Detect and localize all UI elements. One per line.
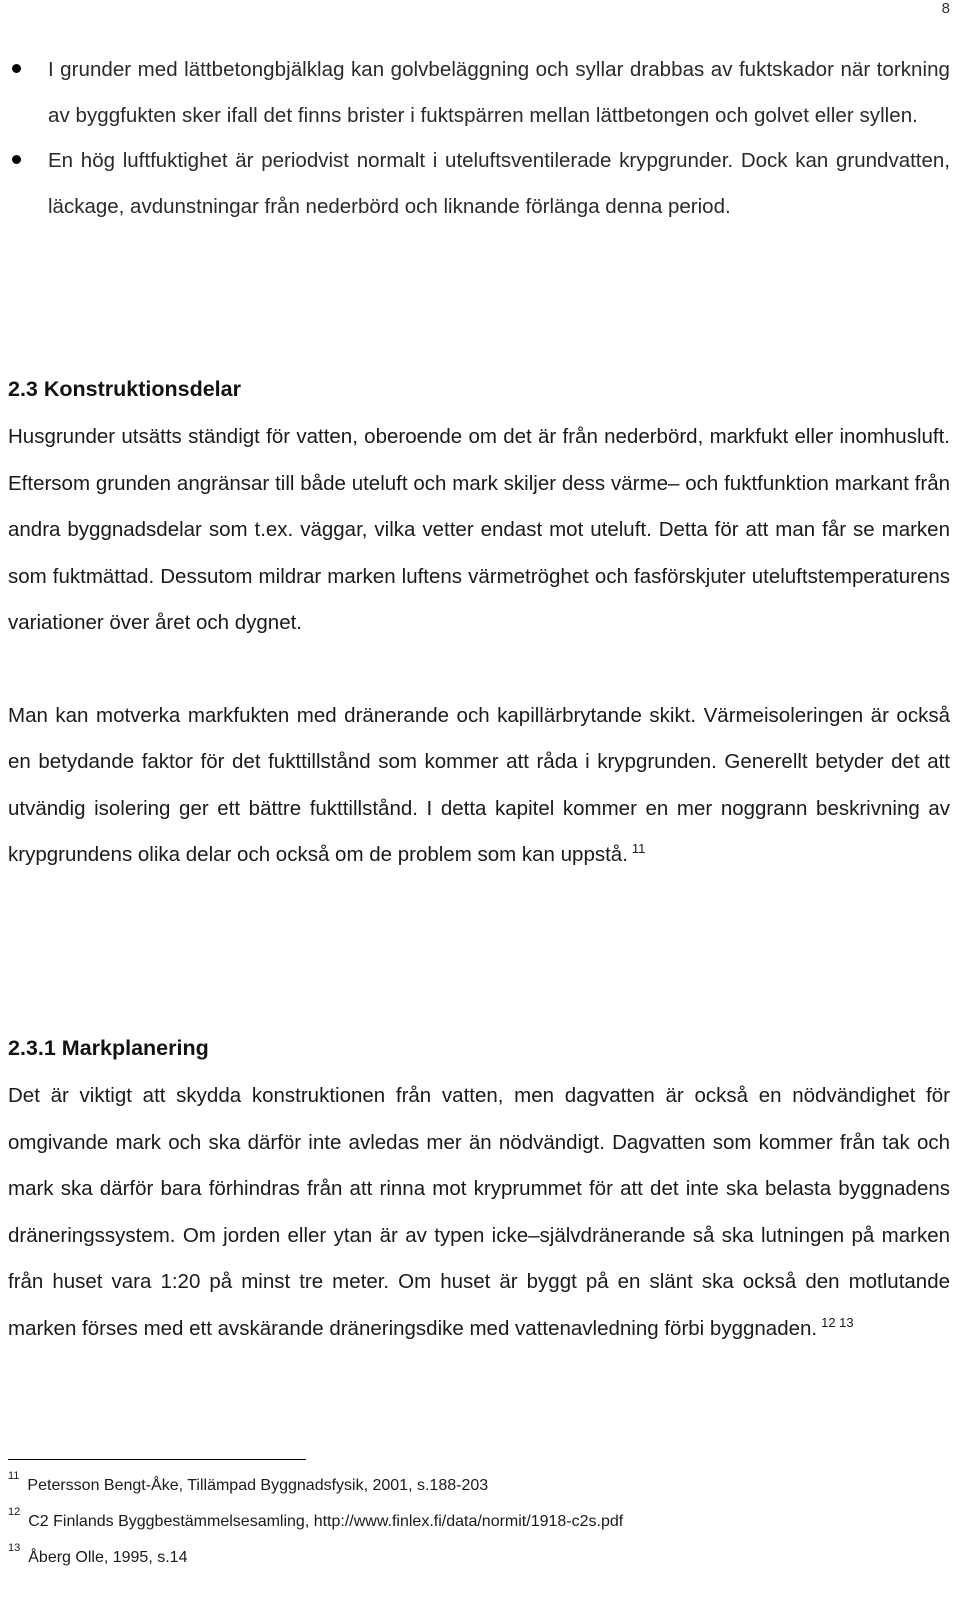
footnote [8,1468,950,1504]
page-number: 8 [941,0,950,17]
footnote-number: 13 [8,1542,21,1554]
footnote-number: 11 [8,1470,20,1482]
footnote-reference: 12 13 [821,1314,854,1330]
footnote-number: 12 [8,1506,21,1518]
footnotes [8,1468,950,1576]
paragraph-text: Man kan motverka markfukten med dränerande och kapillärbrytande skikt. Värmeisoleringen är också en betydande faktor för det fukttillstånd som kommer att råda i krypgrunden. Generellt betyder det att utvändig isolering ger ett bättre fukttillstånd. I detta kapitel kommer en mer noggrann beskrivning av krypgrundens olika delar och också om de problem som kan uppstå. [8,703,950,866]
bullet-item: En hög luftfuktighet är periodvist normalt i uteluftsventilerade krypgrunder. Dock kan grundvatten, läckage, avdunstningar från nederbörd och liknande förlänga denna period. [48,138,950,229]
subsection-heading: 2.3.1 Markplanering [8,1036,209,1060]
paragraph [8,693,950,879]
footnote-reference: 11 [631,841,646,856]
footnote [8,1540,950,1576]
paragraph [8,1073,950,1352]
bullet-list [48,47,950,229]
footnote [8,1504,950,1540]
section-markplanering [8,1036,950,1352]
paragraph: Husgrunder utsätts ständigt för vatten, oberoende om det är från nederbörd, markfukt eller inomhusluft. Eftersom grunden angränsar till både uteluft och mark skiljer dess värme– och fuktfunktion markant från andra byggnadsdelar som t.ex. väggar, vilka vetter endast mot uteluft. Detta för att man får se marken som fuktmättad. Dessutom mildrar marken luftens värmetröghet och fasförskjuter uteluftstemperaturens variationer över året och dygnet. [8,425,950,634]
paragraph-text: Det är viktigt att skydda konstruktionen från vatten, men dagvatten är också en nödvändighet för omgivande mark och ska därför inte avledas mer än nödvändigt. Dagvatten som kommer från tak och mark ska därför bara förhindras från att rinna mot kryprummet för att det inte ska belasta byggnadens dräneringssystem. Om jorden eller ytan är av typen icke–självdränerande så ska lutningen på marken från huset vara 1:20 på minst tre meter. Om huset är byggt på en slänt ska också den motlutande marken förses med ett avskärande dräneringsdike med vattenavledning förbi byggnaden. [8,1084,950,1340]
bullet-item: I grunder med lättbetongbjälklag kan golvbeläggning och syllar drabbas av fuktskador när torkning av byggfukten sker ifall det finns brister i fuktspärren mellan lättbetongen och golvet eller syllen. [48,47,950,138]
section-konstruktionsdelar [8,377,950,879]
footnote-text: C2 Finlands Byggbestämmelsesamling, http://www.finlex.fi/data/normit/1918-c2s.pdf [28,1513,624,1530]
section-heading: 2.3 Konstruktionsdelar [8,377,241,401]
footnote-separator [8,1459,306,1460]
footnote-text: Åberg Olle, 1995, s.14 [28,1549,188,1566]
footnote-text: Petersson Bengt-Åke, Tillämpad Byggnadsfysik, 2001, s.188-203 [27,1477,489,1494]
